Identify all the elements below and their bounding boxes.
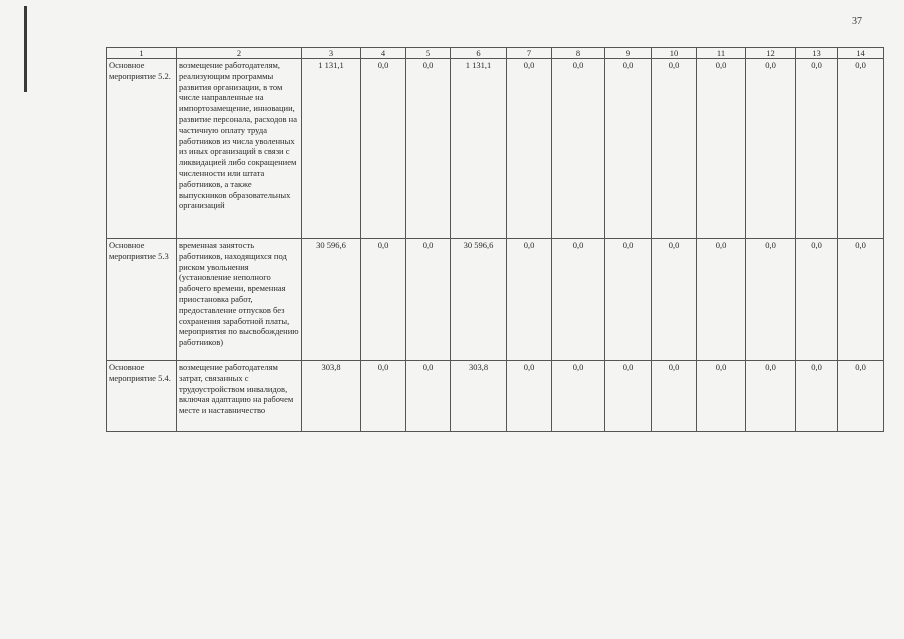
value-cell: 0,0 (552, 59, 605, 239)
column-header: 5 (406, 48, 451, 59)
event-description-cell: временная занятость работников, находящихся под риском увольнения (установление неполного рабочего времени, временная приостановка работ, предоставление отпусков без сохранения заработной платы, мероприятия по высвобождению работников) (177, 239, 302, 361)
value-cell: 303,8 (302, 361, 361, 432)
event-name-cell: Основное мероприятие 5.3 (107, 239, 177, 361)
column-header: 11 (697, 48, 746, 59)
column-header: 10 (652, 48, 697, 59)
event-description-cell: возмещение работодателям, реализующим программы развития организации, в том числе направленные на импортозамещение, инновации, развитие персонала, расходов на частичную оплату труда работников из числа уволенных из иных организаций в связи с ликвидацией либо сокращением численности или штата работников, а также выпускников образовательных организаций (177, 59, 302, 239)
event-name-cell: Основное мероприятие 5.2. (107, 59, 177, 239)
value-cell: 303,8 (451, 361, 507, 432)
event-name-cell: Основное мероприятие 5.4. (107, 361, 177, 432)
value-cell: 0,0 (552, 239, 605, 361)
value-cell: 0,0 (796, 239, 838, 361)
value-cell: 0,0 (605, 239, 652, 361)
value-cell: 0,0 (652, 239, 697, 361)
value-cell: 0,0 (552, 361, 605, 432)
value-cell: 0,0 (652, 361, 697, 432)
value-cell: 0,0 (697, 59, 746, 239)
value-cell: 0,0 (605, 59, 652, 239)
value-cell: 0,0 (697, 239, 746, 361)
column-header: 3 (302, 48, 361, 59)
value-cell: 0,0 (361, 239, 406, 361)
value-cell: 0,0 (746, 59, 796, 239)
value-cell: 0,0 (361, 361, 406, 432)
value-cell: 0,0 (406, 361, 451, 432)
value-cell: 0,0 (697, 361, 746, 432)
value-cell: 0,0 (838, 239, 884, 361)
column-header: 13 (796, 48, 838, 59)
event-description-cell: возмещение работодателям затрат, связанных с трудоустройством инвалидов, включая адаптацию на рабочем месте и наставничество (177, 361, 302, 432)
table-row (107, 59, 884, 239)
column-header: 6 (451, 48, 507, 59)
table-row (107, 361, 884, 432)
column-header: 14 (838, 48, 884, 59)
value-cell: 30 596,6 (451, 239, 507, 361)
value-cell: 0,0 (507, 361, 552, 432)
value-cell: 0,0 (406, 239, 451, 361)
column-header: 8 (552, 48, 605, 59)
value-cell: 0,0 (507, 59, 552, 239)
column-header: 9 (605, 48, 652, 59)
header-row (107, 48, 884, 59)
value-cell: 0,0 (838, 59, 884, 239)
value-cell: 1 131,1 (451, 59, 507, 239)
value-cell: 0,0 (746, 361, 796, 432)
value-cell: 0,0 (361, 59, 406, 239)
budget-table (106, 47, 884, 432)
table-row (107, 239, 884, 361)
column-header: 1 (107, 48, 177, 59)
value-cell: 0,0 (796, 361, 838, 432)
value-cell: 0,0 (507, 239, 552, 361)
value-cell: 0,0 (406, 59, 451, 239)
column-header: 4 (361, 48, 406, 59)
binder-margin-line (24, 6, 27, 92)
value-cell: 1 131,1 (302, 59, 361, 239)
value-cell: 0,0 (605, 361, 652, 432)
column-header: 2 (177, 48, 302, 59)
value-cell: 0,0 (746, 239, 796, 361)
value-cell: 0,0 (838, 361, 884, 432)
column-header: 7 (507, 48, 552, 59)
value-cell: 30 596,6 (302, 239, 361, 361)
value-cell: 0,0 (796, 59, 838, 239)
page-number: 37 (852, 16, 862, 27)
column-header: 12 (746, 48, 796, 59)
value-cell: 0,0 (652, 59, 697, 239)
